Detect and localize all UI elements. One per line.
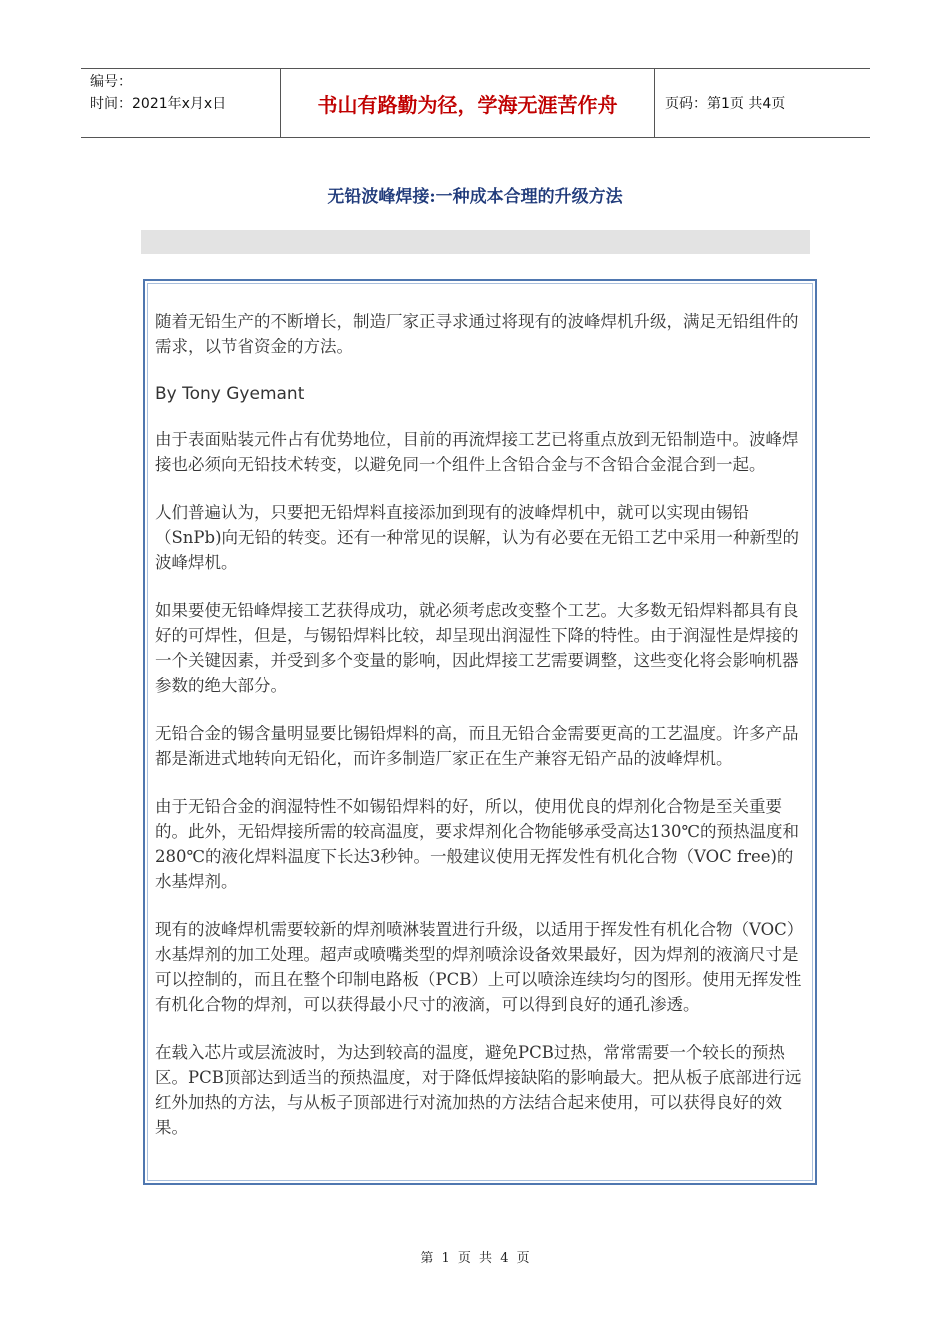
article-paragraph: 由于表面贴装元件占有优势地位，目前的再流焊接工艺已将重点放到无铅制造中。波峰焊接也必须向无铅技术转变，以避免同一个组件上含铅合金与不含铅合金混合到一起。 [155,430,799,474]
article-paragraph: 现有的波峰焊机需要较新的焊剂喷淋装置进行升级，以适用于挥发性有机化合物（VOC）水基焊剂的加工处理。超声或喷嘴类型的焊剂喷涂设备效果最好，因为焊剂的液滴尺寸是可以控制的，而且在整个印制电路板（PCB）上可以喷涂连续均匀的图形。使用无挥发性有机化合物的焊剂，可以获得最小尺寸的液滴，可以得到良好的通孔渗透。 [155,920,804,1014]
article-paragraph: 如果要使无铅峰焊接工艺获得成功，就必须考虑改变整个工艺。大多数无铅焊料都具有良好的可焊性，但是，与锡铅焊料比较，却呈现出润湿性下降的特性。由于润湿性是焊接的一个关键因素，并受到多个变量的影响，因此焊接工艺需要调整，这些变化将会影响机器参数的绝大部分。 [155,601,799,695]
article-paragraph: 人们普遍认为，只要把无铅焊料直接添加到现有的波峰焊机中，就可以实现由锡铅（SnPb)向无铅的转变。还有一种常见的误解，认为有必要在无铅工艺中采用一种新型的波峰焊机。 [155,503,800,572]
page-footer: 第 1 页 共 4 页 [420,1251,530,1266]
article-body [155,309,807,1163]
header-meta [81,69,280,137]
article-paragraph: 随着无铅生产的不断增长，制造厂家正寻求通过将现有的波峰焊机升级，满足无铅组件的需求，以节省资金的方法。 [155,312,799,356]
document-title: 无铅波峰焊接:一种成本合理的升级方法 [327,187,623,207]
article-paragraph: 在载入芯片或层流波时，为达到较高的温度，避免PCB过热，常常需要一个较长的预热区。PCB顶部达到适当的预热温度，对于降低焊接缺陷的影响最大。把从板子底部进行远红外加热的方法，与从板子顶部进行对流加热的方法结合起来使用，可以获得良好的效果。 [155,1043,802,1137]
header-motto: 书山有路勤为径，学海无涯苦作舟 [280,69,655,137]
article-paragraph: 无铅合金的锡含量明显要比锡铅焊料的高，而且无铅合金需要更高的工艺温度。许多产品都是渐进式地转向无铅化，而许多制造厂家正在生产兼容无铅产品的波峰焊机。 [155,724,799,768]
title-divider-bar [141,230,810,254]
page-header [81,68,870,138]
article-paragraph: 由于无铅合金的润湿特性不如锡铅焊料的好，所以，使用优良的焊剂化合物是至关重要的。此外，无铅焊接所需的较高温度，要求焊剂化合物能够承受高达130℃的预热温度和280℃的液化焊料温度下长达3秒钟。一般建议使用无挥发性有机化合物（VOC free)的水基焊剂。 [155,797,799,891]
article-byline: By Tony Gyemant [155,384,305,404]
header-page-info: 页码：第1页 共4页 [665,96,786,112]
document-number-label: 编号： [90,74,132,90]
document-time-label: 时间：2021年x月x日 [90,96,227,112]
article-box [143,279,817,1185]
